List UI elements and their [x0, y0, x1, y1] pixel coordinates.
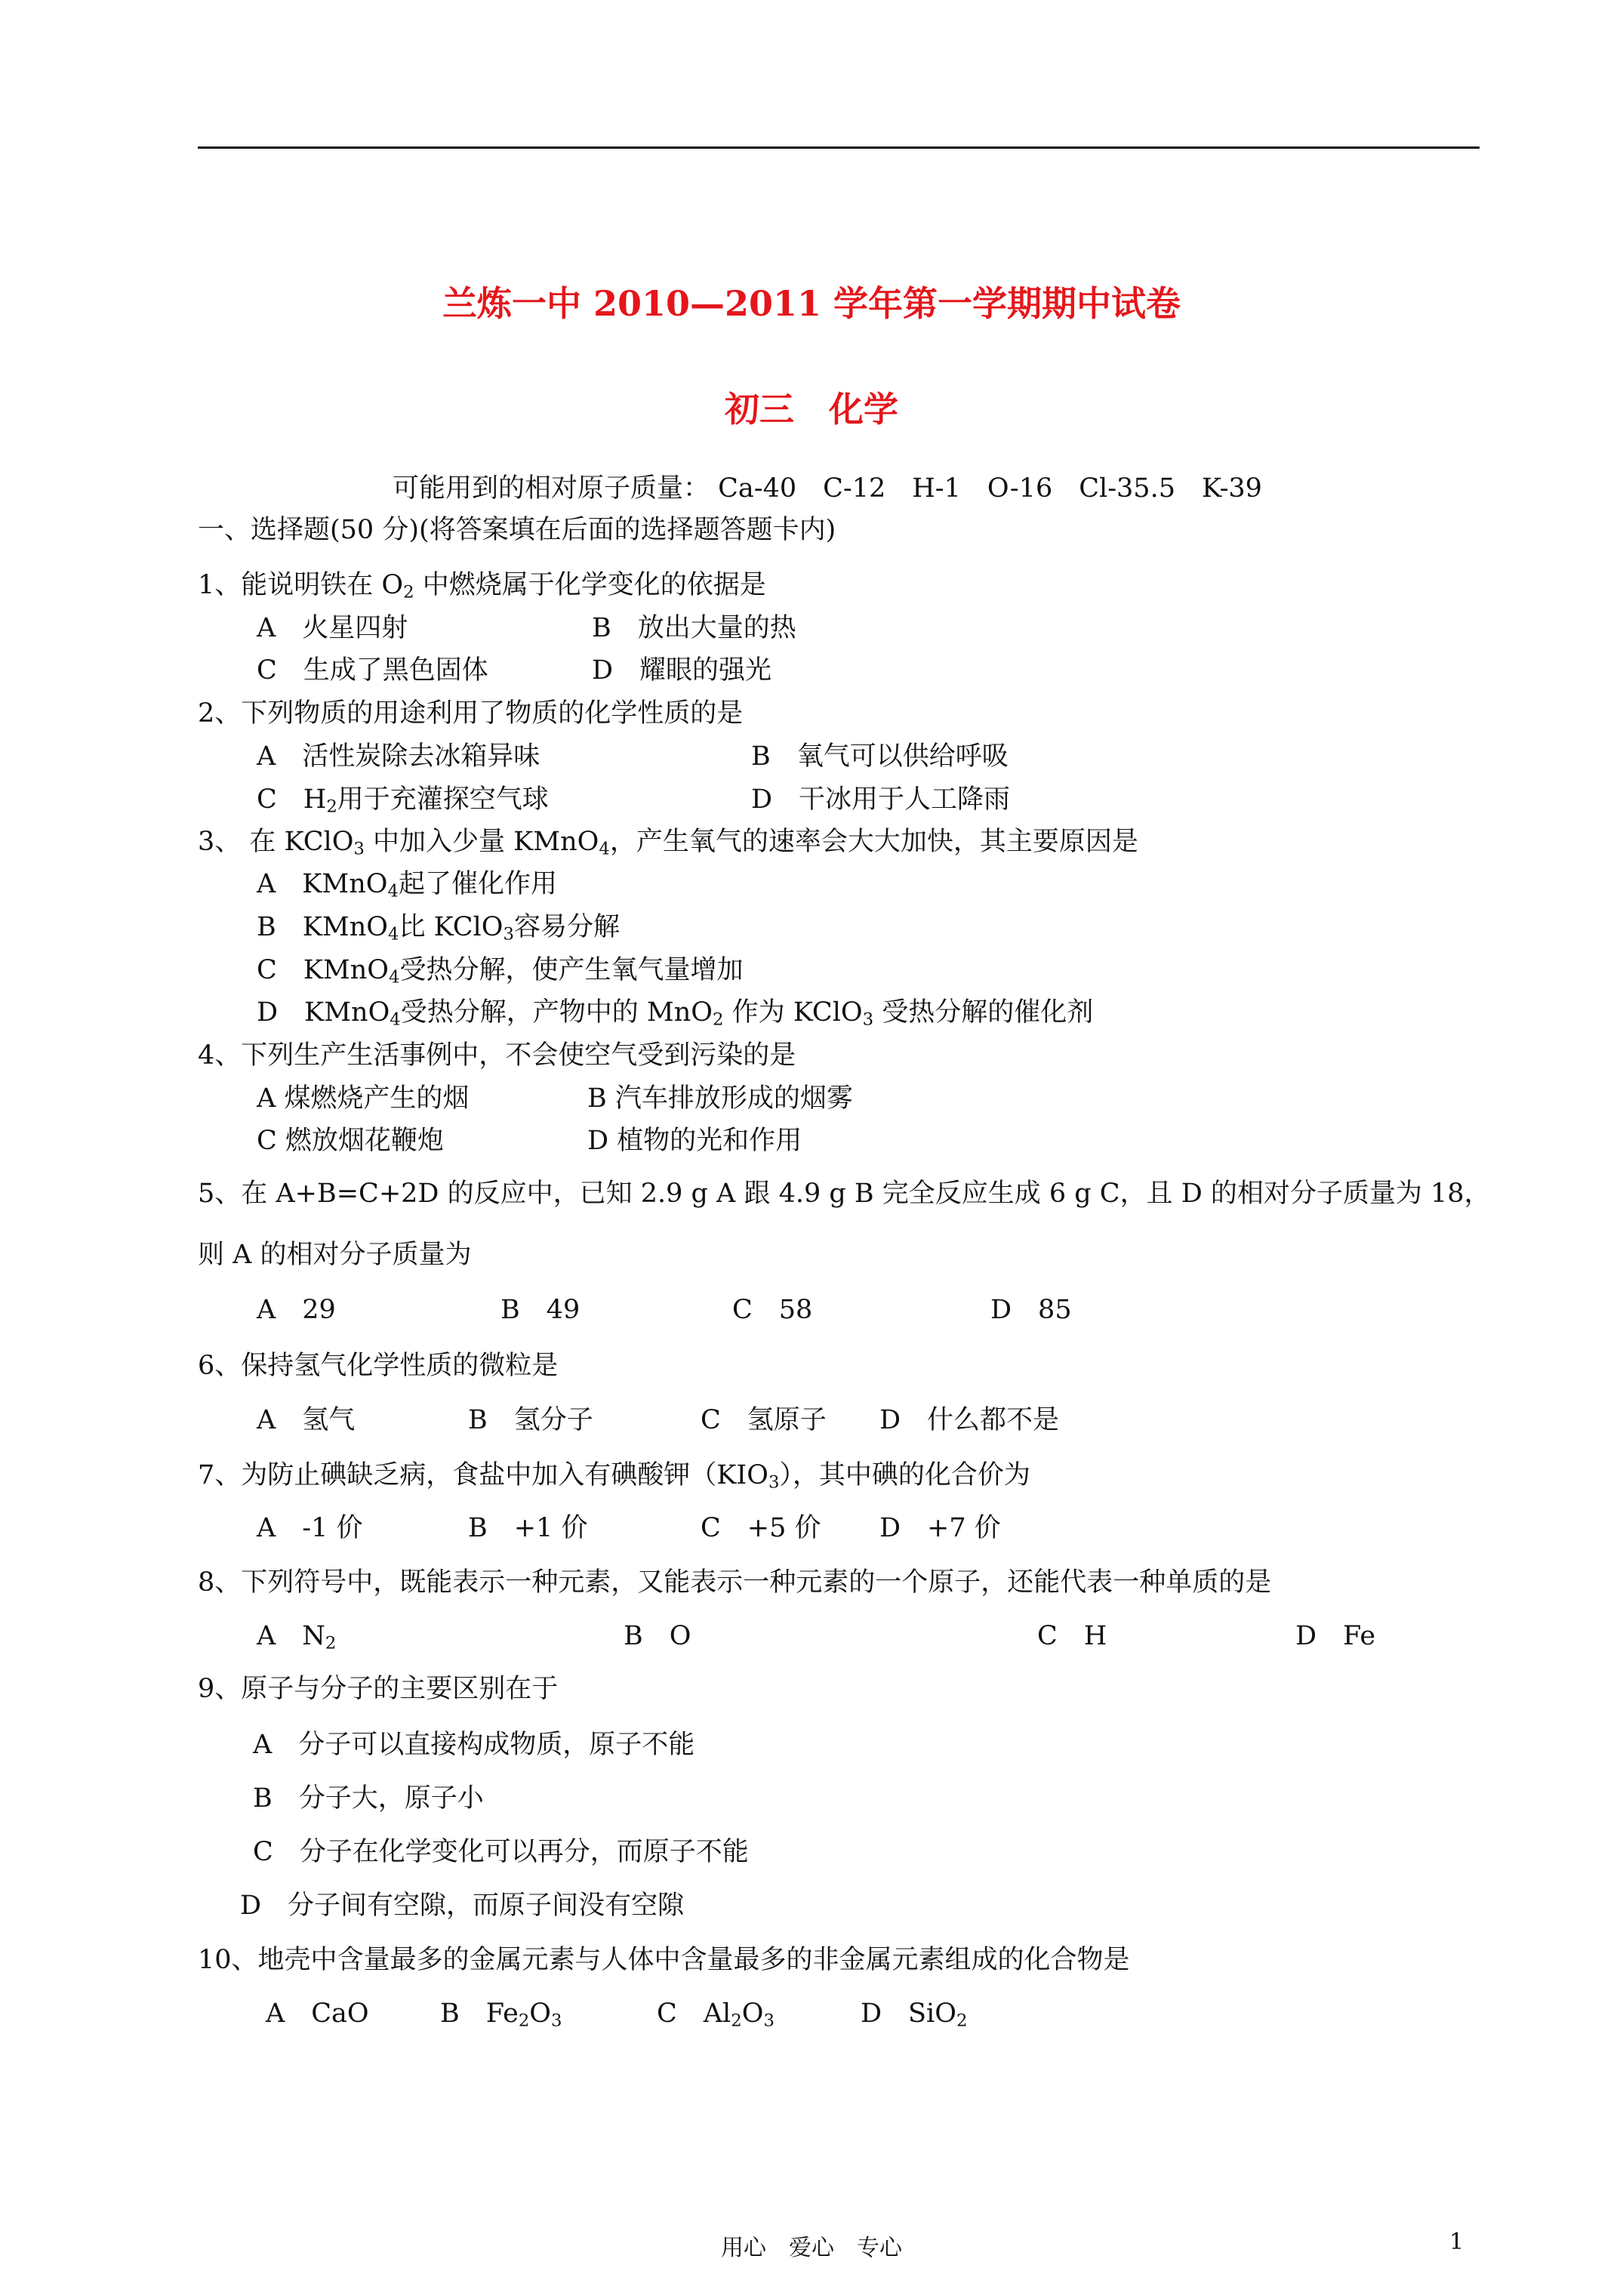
option-a: A 29 [257, 1295, 336, 1325]
exam-title: 兰炼一中 2010—2011 学年第一学期期中试卷 [442, 283, 1181, 324]
question-stem: 1、能说明铁在 $O_2$ 中燃烧属于化学变化的依据是 [198, 570, 766, 603]
option-a: A 活性炭除去冰箱异味 [257, 741, 540, 772]
option-d: D 耀眼的强光 [592, 655, 772, 686]
option-d: D SiO$_2$ [861, 1999, 968, 2031]
option-b: B 氧气可以供给呼吸 [751, 741, 1009, 772]
option-c: C 生成了黑色固体 [257, 655, 488, 686]
option-d: D 85 [990, 1295, 1072, 1325]
option-b: B KMnO$_4$比 KClO$_3$容易分解 [257, 912, 620, 945]
question-stem: 10、地壳中含量最多的金属元素与人体中含量最多的非金属元素组成的化合物是 [198, 1945, 1130, 1975]
option-a: A CaO [266, 1999, 369, 2029]
option-c: C 燃放烟花鞭炮 [257, 1126, 444, 1156]
option-b: B O [624, 1621, 691, 1651]
section-heading: 一、选择题(50 分)(将答案填在后面的选择题答题卡内) [198, 515, 836, 545]
option-d: D Fe [1295, 1621, 1376, 1651]
question-stem: 3、 在 KClO$_3$ 中加入少量 KMnO$_4$，产生氧气的速率会大大加快，其主要原因是 [198, 827, 1138, 859]
option-d: D 什么都不是 [879, 1405, 1060, 1435]
option-c: C 分子在化学变化可以再分，而原子不能 [253, 1837, 749, 1867]
question-stem: 2、下列物质的用途利用了物质的化学性质的是 [198, 698, 744, 729]
option-b: B 分子大，原子小 [253, 1783, 484, 1814]
header-rule [198, 146, 1480, 149]
option-d: D KMnO$_4$受热分解，产物中的 MnO$_2$ 作为 KClO$_3$ 受热分解的催化剂 [257, 997, 1094, 1030]
option-b: B 49 [500, 1295, 581, 1325]
option-b: B 汽车排放形成的烟雾 [587, 1083, 853, 1114]
option-a: A 分子可以直接构成物质，原子不能 [253, 1730, 695, 1760]
option-a: A KMnO$_4$起了催化作用 [257, 869, 557, 901]
footer-motto: 用心 爱心 专心 [721, 2235, 902, 2261]
question-stem: 7、为防止碘缺乏病，食盐中加入有碘酸钾$(KIO_3)$，其中碘的化合价为 [198, 1460, 1030, 1493]
option-c: C KMnO$_4$受热分解，使产生氧气量增加 [257, 955, 744, 988]
option-b: B $Fe_2O_3$ [440, 1999, 562, 2031]
page-number: 1 [1449, 2229, 1464, 2255]
option-a: A 煤燃烧产生的烟 [257, 1083, 470, 1114]
atomic-masses: 可能用到的相对原子质量： Ca-40 C-12 H-1 O-16 Cl-35.5 K-39 [393, 473, 1262, 504]
option-b: B 放出大量的热 [592, 613, 796, 643]
option-c: C $Al_2O_3$ [657, 1999, 775, 2031]
question-stem-continued: 则 A 的相对分子质量为 [198, 1240, 472, 1270]
option-a: A 火星四射 [257, 613, 408, 643]
option-a: A $N_2$ [257, 1621, 337, 1653]
question-stem: 5、在 A+B=C+2D 的反应中，已知 2.9 g A 跟 4.9 g B 完全反应生成 6 g C，且 D 的相对分子质量为 18， [198, 1179, 1491, 1209]
option-c: C +5 价 [701, 1513, 821, 1543]
option-d: D 干冰用于人工降雨 [751, 784, 1011, 815]
option-d: D 植物的光和作用 [587, 1126, 802, 1156]
question-stem: 4、下列生产生活事例中，不会使空气受到污染的是 [198, 1040, 796, 1071]
question-stem: 9、原子与分子的主要区别在于 [198, 1674, 559, 1704]
option-c: C H [1037, 1621, 1107, 1651]
option-d: D 分子间有空隙，而原子间没有空隙 [240, 1891, 685, 1921]
question-stem: 6、保持氢气化学性质的微粒是 [198, 1351, 559, 1381]
option-b: B +1 价 [468, 1513, 588, 1543]
option-b: B 氢分子 [468, 1405, 593, 1435]
option-c: C 58 [732, 1295, 813, 1325]
option-c: C $H_2$用于充灌探空气球 [257, 784, 549, 817]
option-c: C 氢原子 [701, 1405, 827, 1435]
question-stem: 8、下列符号中，既能表示一种元素，又能表示一种元素的一个原子，还能代表一种单质的是 [198, 1567, 1272, 1598]
option-a: A 氢气 [257, 1405, 356, 1435]
exam-subtitle: 初三 化学 [725, 389, 898, 430]
option-d: D +7 价 [879, 1513, 1001, 1543]
option-a: A -1 价 [257, 1513, 363, 1543]
